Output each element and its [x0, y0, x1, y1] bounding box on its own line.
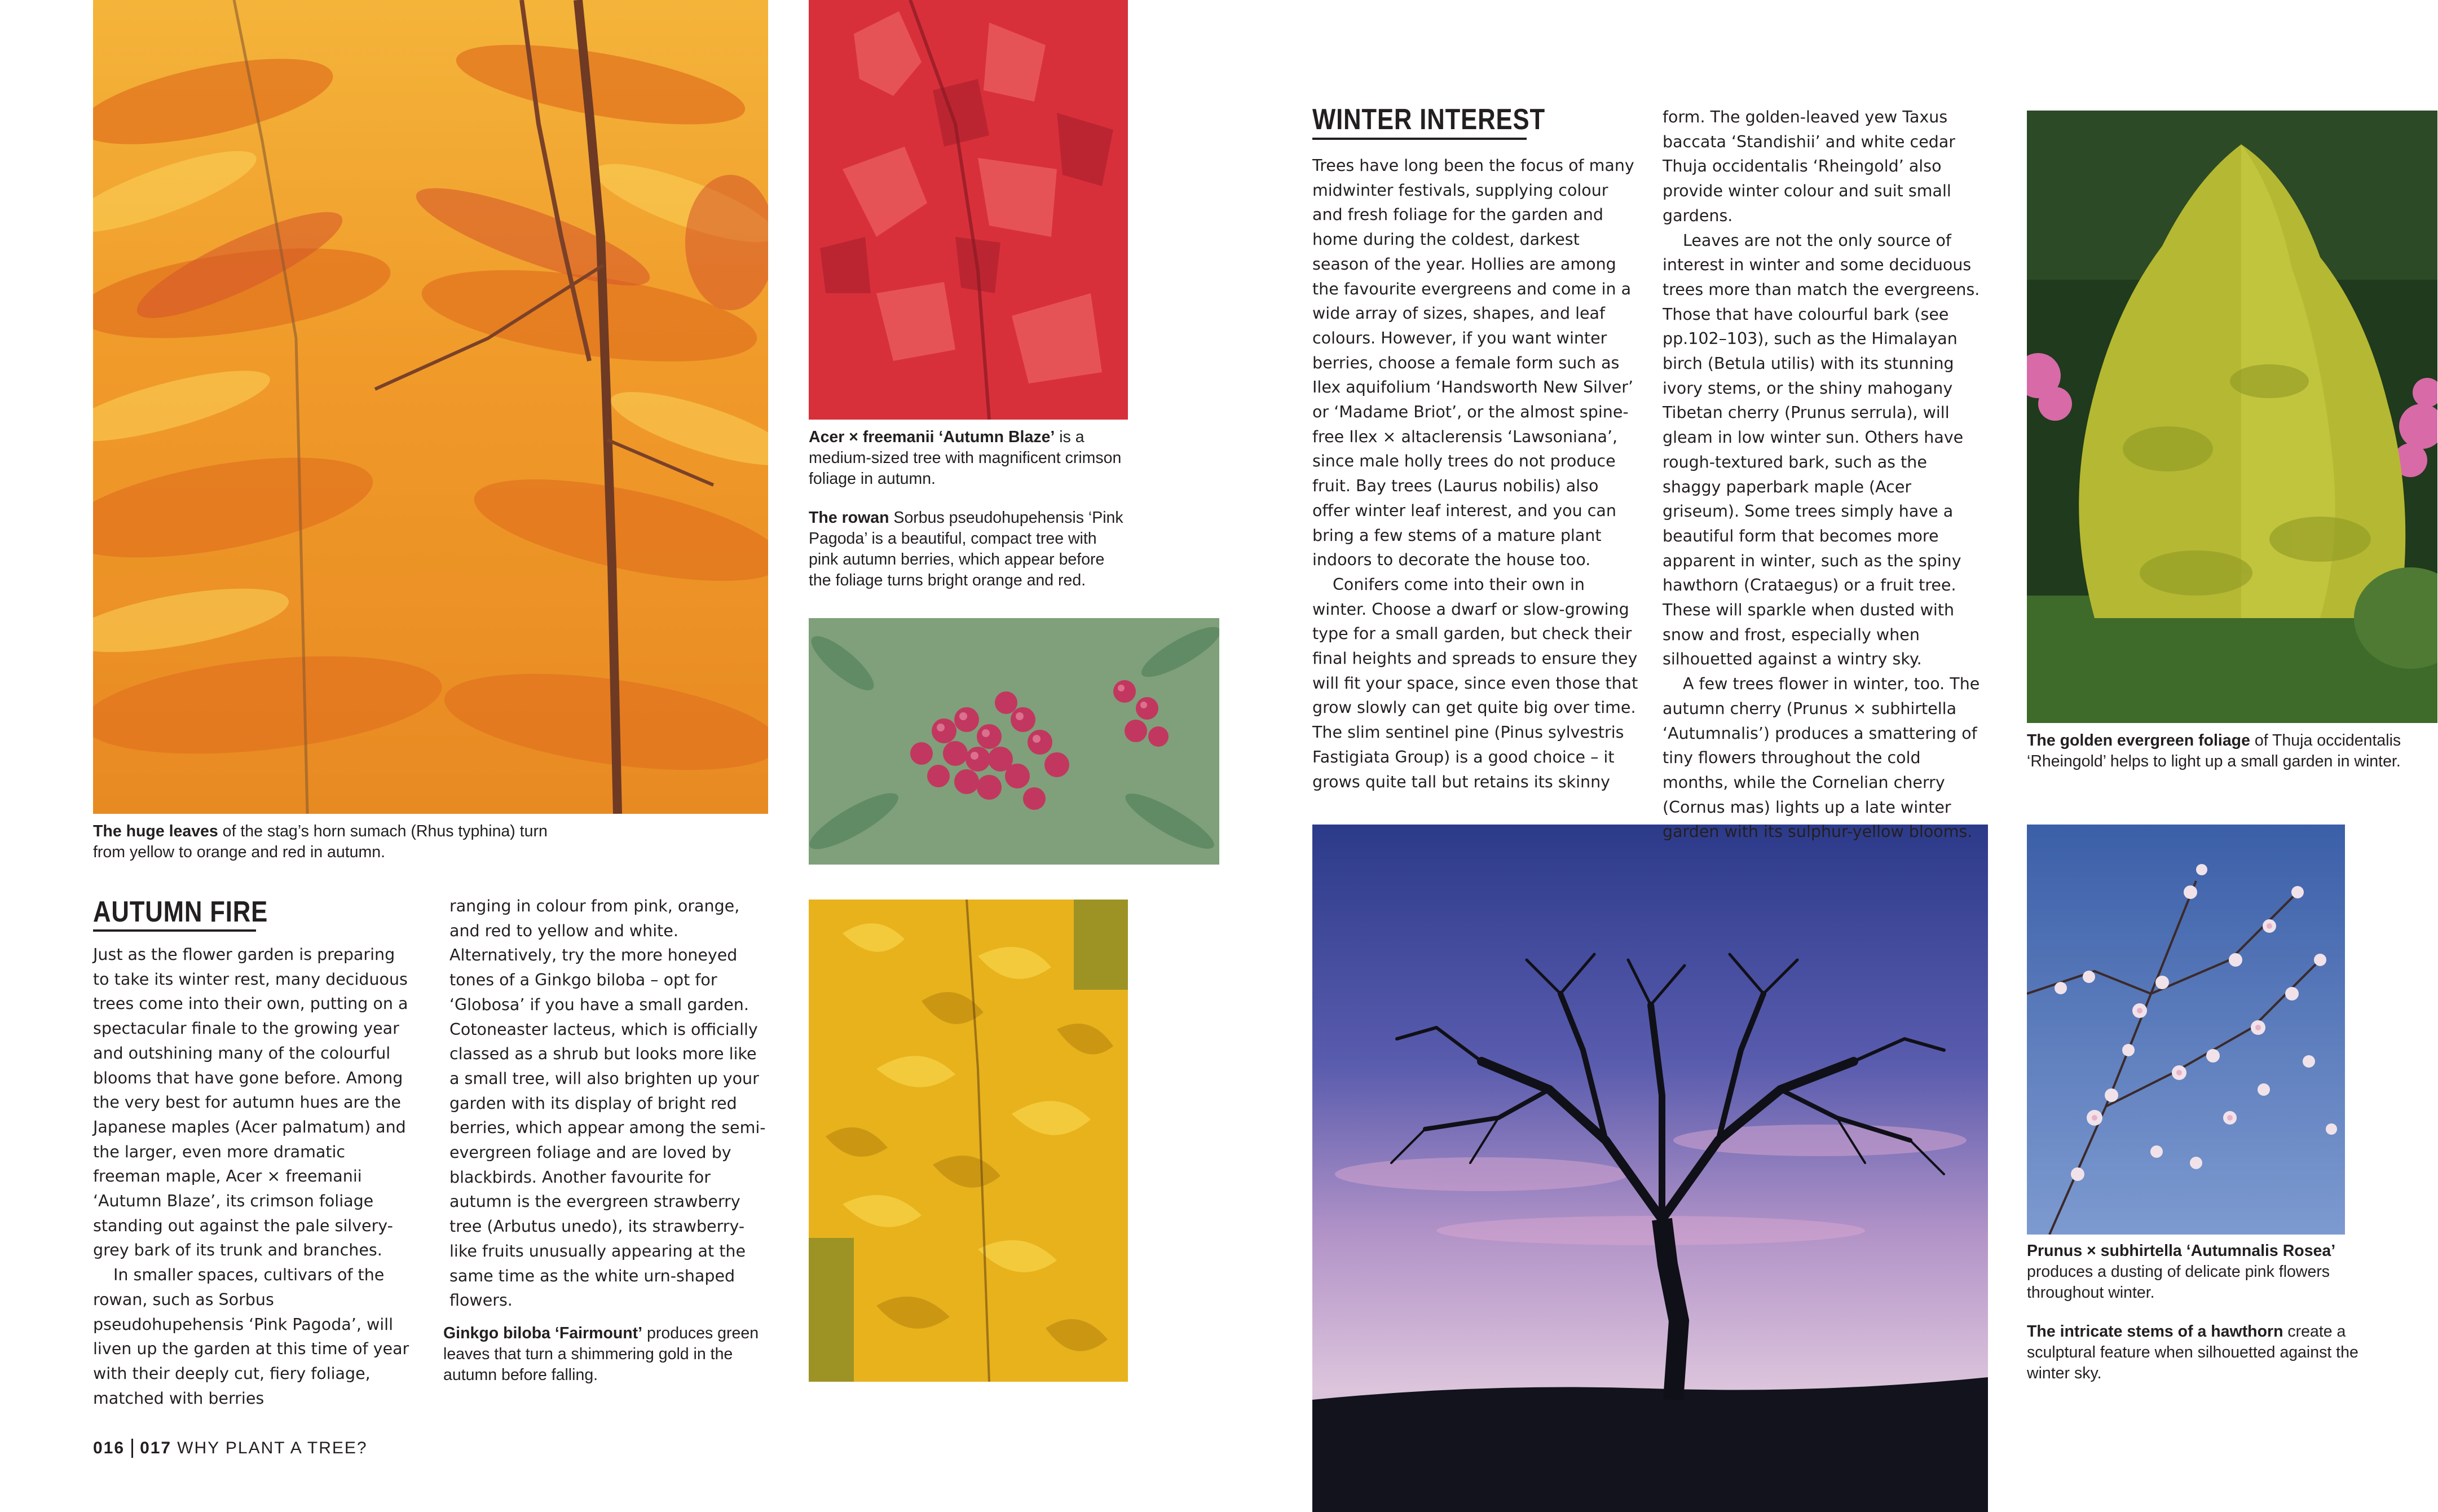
autumn-fire-rule	[93, 929, 256, 932]
maple-caption-bold: Acer × freemanii ‘Autumn Blaze’	[809, 428, 1055, 446]
rowan-caption-bold: The rowan	[809, 509, 889, 527]
prunus-caption-text: produces a dusting of delicate pink flowers throughout winter.	[2027, 1263, 2330, 1302]
autumn-fire-col-1	[93, 942, 412, 1410]
ginkgo-photo	[809, 900, 1128, 1382]
page-footer	[93, 1439, 368, 1458]
thuja-caption-bold: The golden evergreen foliage	[2027, 731, 2250, 750]
ginkgo-caption	[443, 1323, 759, 1404]
hawthorn-caption-text: create a sculptural feature when silhouetted against the winter sky.	[2027, 1323, 2358, 1382]
autumn-fire-col-2	[449, 894, 768, 1313]
winter-interest-rule	[1312, 138, 1527, 140]
hawthorn-caption-bold: The intricate stems of a hawthorn	[2027, 1323, 2283, 1341]
sumach-photo	[93, 0, 768, 814]
autumn-fire-para-2: In smaller spaces, cultivars of the rowan, such as Sorbus pseudohupehensis ‘Pink Pagoda’, will liven up the garden at this time of year with their deeply cut, fiery foliage, matched with berries	[93, 1266, 409, 1408]
autumn-fire-heading: AUTUMN FIRE	[93, 896, 268, 928]
winter-interest-col-2	[1663, 105, 1990, 844]
winter-interest-para-2: Conifers come into their own in winter. Choose a dwarf or slow-growing type for a small garden, but check their final heights and spreads to ensure they will fit your space, since even those that grow slowly can get quite big over time. The slim sentinel pine (Pinus sylvestris Fastigiata Group) is a good choice – it grows quite tall but retains its skinny	[1312, 575, 1638, 791]
maple-caption-text: is a medium-sized tree with magnificent crimson foliage in autumn.	[809, 428, 1122, 488]
thuja-photo	[2027, 111, 2437, 723]
prunus-hawthorn-captions	[2027, 1241, 2360, 1402]
footer-section-title: WHY PLANT A TREE?	[177, 1439, 368, 1457]
prunus-caption-bold: Prunus × subhirtella ‘Autumnalis Rosea’	[2027, 1242, 2336, 1260]
winter-interest-heading: WINTER INTEREST	[1312, 103, 1546, 136]
thuja-caption-text: of Thuja occidentalis ‘Rheingold’ helps to light up a small garden in winter.	[2027, 731, 2401, 770]
winter-interest-para-1: Trees have long been the focus of many midwinter festivals, supplying colour and fresh foliage for the garden and home during the coldest, darkest season of the year. Hollies are among the favourite evergreens and come in a wide array of sizes, shapes, and leaf colours. However, if you want winter berries, choose a female form such as Ilex aquifolium ‘Handsworth New Silver’ or ‘Madame Briot’, or the almost spine-free Ilex × altaclerensis ‘Lawsoniana’, since male holly trees do not produce fruit. Bay trees (Laurus nobilis) also offer winter leaf interest, and you can bring a few stems of a mature plant indoors to decorate the house too.	[1312, 156, 1634, 570]
page-number-left: 016	[93, 1439, 125, 1457]
footer-divider	[131, 1439, 133, 1458]
thuja-caption	[2027, 730, 2437, 790]
maple-photo	[809, 0, 1128, 420]
maple-rowan-captions	[809, 427, 1128, 609]
winter-interest-para-4: Leaves are not the only source of interest in winter and some deciduous trees more than match the evergreens. Those that have colourful bark (see pp.102–103), such as the Himalayan birch (Betula utilis) with its stunning ivory stems, or the shiny mahogany Tibetan cherry (Prunus serrula), will gleam in low winter sun. Others have rough-textured bark, such as the shaggy paperbark maple (Acer griseum). Some trees simply have a beautiful form that becomes more apparent in winter, such as the spiny hawthorn (Crataegus) or a fruit tree. These will sparkle when dusted with snow and frost, especially when silhouetted against a wintry sky.	[1663, 231, 1980, 669]
page-number-right: 017	[140, 1439, 172, 1457]
autumn-fire-para-1: Just as the flower garden is preparing to take its winter rest, many deciduous trees come into their own, putting on a spectacular finale to the growing year and outshining many of the colourful blooms that have gone before. Among the very best for autumn hues are the Japanese maples (Acer palmatum) and the larger, even more dramatic freeman maple, Acer × freemanii ‘Autumn Blaze’, its crimson foliage standing out against the pale silvery-grey bark of its trunk and branches.	[93, 945, 408, 1260]
winter-interest-para-3: form. The golden-leaved yew Taxus baccata ‘Standishii’ and white cedar Thuja occidentalis ‘Rheingold’ also provide winter colour and suit small gardens.	[1663, 108, 1955, 225]
winter-interest-para-5: A few trees flower in winter, too. The autumn cherry (Prunus × subhirtella ‘Autumnalis’) produces a smattering of tiny flowers throughout the cold months, while the Cornelian cherry (Cornus mas) lights up a late winter garden with its sulphur-yellow blooms.	[1663, 675, 1980, 841]
sumach-caption	[93, 821, 578, 881]
sumach-caption-text: of the stag’s horn sumach (Rhus typhina) turn from yellow to orange and red in autumn.	[93, 822, 548, 861]
autumn-fire-para-3: ranging in colour from pink, orange, and red to yellow and white. Alternatively, try the more honeyed tones of a Ginkgo biloba – opt for ‘Globosa’ if you have a small garden. Cotoneaster lacteus, which is officially classed as a shrub but looks more like a small tree, will also brighten up your garden with its display of bright red berries, which appear among the semi-evergreen foliage and are loved by blackbirds. Another favourite for autumn is the evergreen strawberry tree (Arbutus unedo), its strawberry-like fruits unusually appearing at the same time as the white urn-shaped flowers.	[449, 897, 766, 1310]
rowan-photo	[809, 618, 1219, 865]
rowan-caption-text: Sorbus pseudohupehensis ‘Pink Pagoda’ is a beautiful, compact tree with pink autumn berries, which appear before the foliage turns bright orange and red.	[809, 509, 1123, 589]
ginkgo-caption-text: produces green leaves that turn a shimmering gold in the autumn before falling.	[443, 1324, 759, 1384]
winter-interest-col-1	[1312, 153, 1639, 794]
sumach-caption-bold: The huge leaves	[93, 822, 218, 840]
hawthorn-photo	[1312, 825, 1988, 1512]
prunus-photo	[2027, 825, 2345, 1235]
ginkgo-caption-bold: Ginkgo biloba ‘Fairmount’	[443, 1324, 643, 1342]
